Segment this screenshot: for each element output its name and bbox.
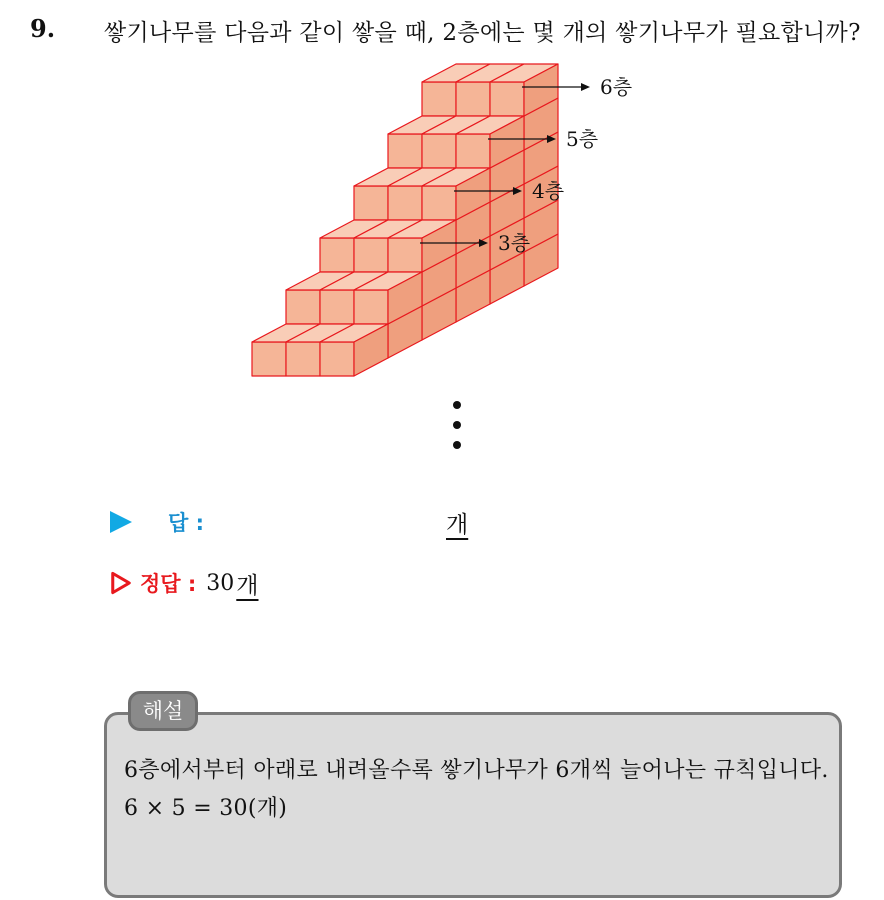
cube-front-face — [286, 290, 320, 324]
cube-front-face — [388, 238, 422, 272]
correct-answer-value: 30 — [206, 570, 235, 596]
question-text: 쌓기나무를 다음과 같이 쌓을 때, 2층에는 몇 개의 쌓기나무가 필요합니까? — [104, 20, 861, 46]
explanation-body — [124, 752, 834, 828]
cube-front-face — [320, 238, 354, 272]
layer-label: 4층 — [532, 179, 565, 203]
correct-answer-label: 정답 : — [140, 572, 197, 596]
explanation-tab: 해설 — [128, 691, 198, 731]
cube-front-face — [456, 82, 490, 116]
cube-front-face — [422, 82, 456, 116]
explanation-line-1: 6층에서부터 아래로 내려올수록 쌓기나무가 6개씩 늘어나는 규칙입니다. — [124, 758, 829, 783]
answer-row — [110, 502, 468, 542]
cube-front-face — [354, 290, 388, 324]
layer-label: 5층 — [566, 127, 599, 151]
cube-front-face — [320, 290, 354, 324]
layer-label: 6층 — [600, 75, 633, 99]
cube-front-face — [286, 342, 320, 376]
cube-front-face — [388, 186, 422, 220]
stacked-cubes-figure — [240, 75, 720, 458]
correct-answer-row — [110, 563, 259, 603]
arrow-head-icon — [581, 83, 590, 91]
question-number: 9. — [30, 14, 56, 43]
outline-arrow-icon — [110, 572, 132, 594]
cube-front-face — [490, 82, 524, 116]
answer-unit: 개 — [446, 511, 469, 538]
cube-front-face — [422, 134, 456, 168]
continuation-dots — [453, 401, 461, 449]
answer-label: 답 : — [168, 511, 204, 535]
explanation-line-2: 6 × 5 = 30(개) — [124, 796, 288, 821]
cube-front-face — [320, 342, 354, 376]
layer-label: 3층 — [498, 231, 531, 255]
correct-answer-unit: 개 — [236, 572, 259, 599]
cube-front-face — [388, 134, 422, 168]
cube-front-face — [252, 342, 286, 376]
cube-front-face — [354, 238, 388, 272]
play-arrow-icon — [110, 511, 132, 533]
cube-front-face — [422, 186, 456, 220]
cube-front-face — [456, 134, 490, 168]
cube-front-face — [354, 186, 388, 220]
